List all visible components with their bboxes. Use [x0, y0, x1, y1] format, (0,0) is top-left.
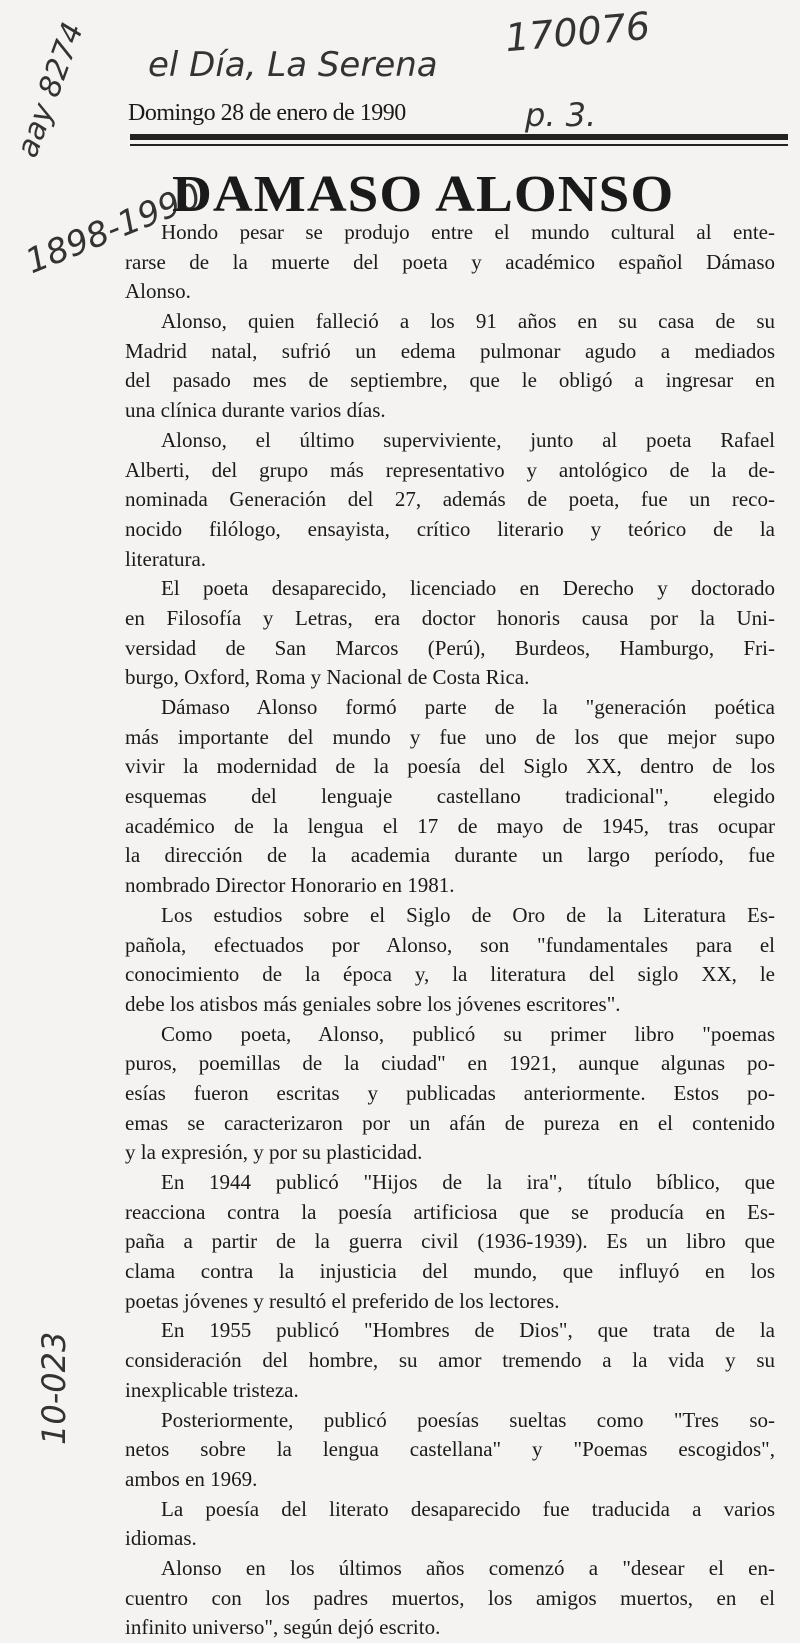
text-line: emas se caracterizaron por un afán de pureza en el contenido — [125, 1110, 775, 1135]
text-line: académico de la lengua el 17 de mayo de 1945, tras ocupar — [125, 813, 775, 838]
text-line: clama contra la injusticia del mundo, que influyó en los — [125, 1259, 775, 1284]
text-line: consideración del hombre, su amor tremendo a la vida y su — [125, 1348, 775, 1373]
text-line: en Filosofía y Letras, era doctor honoris causa por la Uni- — [125, 605, 775, 630]
paragraph — [125, 218, 775, 307]
divider-thin — [130, 144, 788, 146]
text-line: Alberti, del grupo más representativo y antológico de la de- — [125, 457, 775, 482]
headline: DAMASO ALONSO — [172, 166, 675, 223]
text-line: Hondo pesar se produjo entre el mundo cultural al ente- — [161, 220, 775, 244]
text-line: El poeta desaparecido, licenciado en Derecho y doctorado — [161, 576, 775, 601]
text-line: literatura. — [125, 546, 207, 571]
handwritten-code: aay 8274 — [10, 18, 91, 162]
text-line: esquemas del lenguaje castellano tradicional", elegido — [125, 784, 775, 809]
text-line: la dirección de la academia durante un largo período, fue — [125, 843, 775, 868]
paragraph — [125, 1554, 775, 1643]
paragraph — [125, 426, 775, 574]
text-line: burgo, Oxford, Roma y Nacional de Costa Rica. — [125, 665, 530, 690]
text-line: del pasado mes de septiembre, que le obligó a ingresar en — [125, 368, 775, 393]
paragraph — [125, 1168, 775, 1316]
text-line: Madrid natal, sufrió un edema pulmonar agudo a mediados — [125, 338, 775, 363]
handwritten-page: p. 3. — [525, 96, 597, 134]
handwritten-side-code: 10-023 — [35, 1331, 73, 1445]
article-body — [125, 218, 775, 1643]
text-line: Alonso en los últimos años comenzó a "desear el en- — [161, 1555, 775, 1580]
text-line: infinito universo", según dejó escrito. — [125, 1615, 441, 1640]
text-line: idiomas. — [125, 1526, 197, 1551]
text-line: La poesía del literato desaparecido fue traducida a varios — [161, 1496, 775, 1521]
text-line: debe los atisbos más geniales sobre los jóvenes escritores". — [125, 991, 621, 1016]
text-line: más importante del mundo y fue uno de los que mejor supo — [125, 724, 775, 749]
text-line: y la expresión, y por su plasticidad. — [125, 1140, 423, 1165]
text-line: Alonso. — [125, 279, 191, 304]
text-line: En 1955 publicó "Hombres de Dios", que trata de la — [161, 1318, 775, 1343]
paragraph — [125, 1406, 775, 1495]
text-line: Los estudios sobre el Siglo de Oro de la Literatura Es- — [161, 902, 775, 927]
paragraph — [125, 901, 775, 1020]
paragraph — [125, 307, 775, 426]
paragraph — [125, 1316, 775, 1405]
text-line: cuentro con los padres muertos, los amigos muertos, en el — [125, 1585, 775, 1610]
paragraph — [125, 693, 775, 901]
text-line: nombrado Director Honorario en 1981. — [125, 873, 455, 898]
text-line: ambos en 1969. — [125, 1466, 258, 1491]
text-line: Como poeta, Alonso, publicó su primer libro "poemas — [161, 1021, 775, 1046]
paragraph — [125, 1020, 775, 1168]
text-line: versidad de San Marcos (Perú), Burdeos, Hamburgo, Fri- — [125, 635, 775, 660]
text-line: En 1944 publicó "Hijos de la ira", título bíblico, que — [161, 1170, 775, 1194]
divider-thick — [130, 134, 788, 140]
text-line: esías fueron escritas y publicadas anteriormente. Estos po- — [125, 1080, 775, 1105]
text-line: Posteriormente, publicó poesías sueltas como "Tres so- — [161, 1407, 775, 1432]
text-line: rarse de la muerte del poeta y académico español Dámaso — [125, 249, 775, 274]
text-line: Dámaso Alonso formó parte de la "generación poética — [161, 695, 775, 719]
handwritten-source: el Día, La Serena — [148, 45, 438, 85]
text-line: Alonso, el último superviviente, junto al poeta Rafael — [161, 427, 775, 452]
text-line: reacciona contra la poesía artificiosa que se producía en Es- — [125, 1199, 775, 1224]
text-line: puros, poemillas de la ciudad" en 1921, aunque algunas po- — [125, 1051, 775, 1076]
text-line: inexplicable tristeza. — [125, 1377, 299, 1402]
text-line: vivir la modernidad de la poesía del Siglo XX, dentro de los — [125, 754, 775, 779]
text-line: Alonso, quien falleció a los 91 años en su casa de su — [161, 309, 775, 334]
text-line: paña a partir de la guerra civil (1936-1939). Es un libro que — [125, 1229, 775, 1254]
handwritten-catalog-number: 170076 — [503, 3, 652, 61]
text-line: poetas jóvenes y resultó el preferido de los lectores. — [125, 1288, 560, 1313]
paragraph — [125, 1495, 775, 1554]
text-line: netos sobre la lengua castellana" y "Poemas escogidos", — [125, 1437, 775, 1462]
text-line: conocimiento de la época y, la literatura del siglo XX, le — [125, 962, 775, 987]
dateline: Domingo 28 de enero de 1990 — [128, 100, 406, 126]
paragraph — [125, 574, 775, 693]
text-line: nominada Generación del 27, además de poeta, fue un reco- — [125, 487, 775, 512]
text-line: nocido filólogo, ensayista, crítico literario y teórico de la — [125, 516, 775, 541]
text-line: una clínica durante varios días. — [125, 398, 386, 423]
text-line: pañola, efectuados por Alonso, son "fundamentales para el — [125, 932, 775, 957]
handwritten-years: 1898-1990 — [20, 175, 207, 283]
